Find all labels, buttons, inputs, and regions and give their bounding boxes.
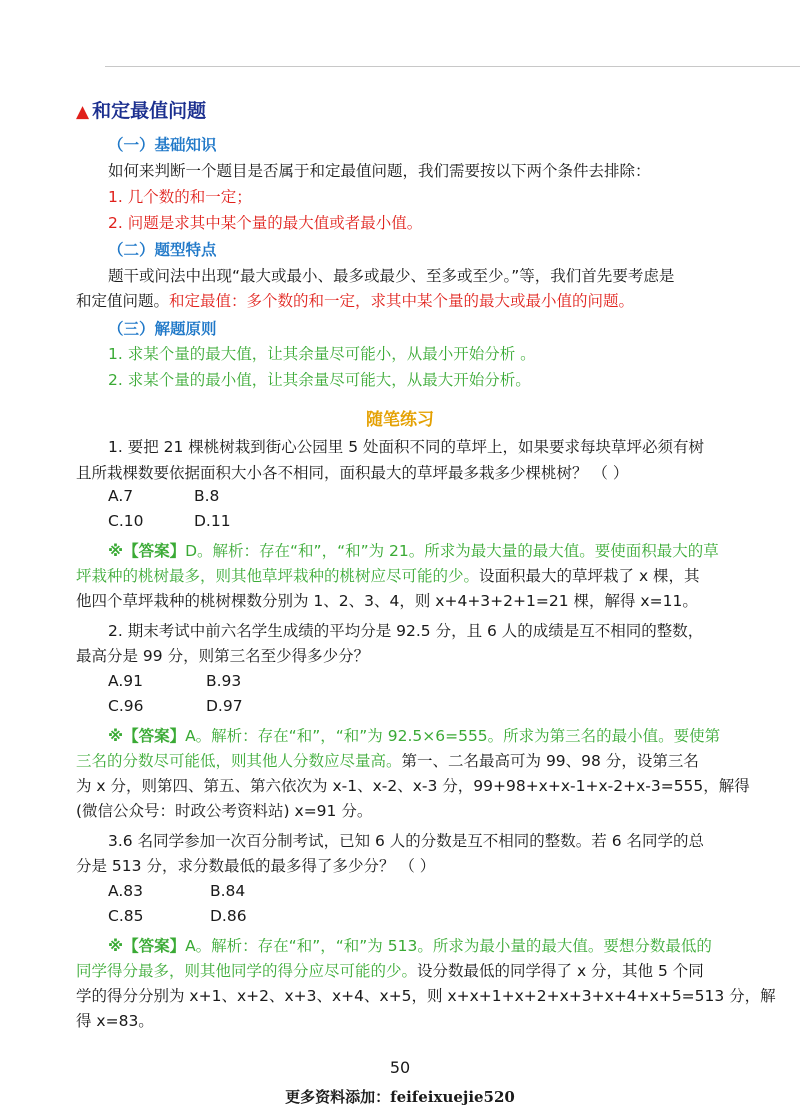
heading-question-features: （二）题型特点 bbox=[108, 241, 217, 259]
q3-line-1: 3.6 名同学参加一次百分制考试，已知 6 人的分数是互不相同的整数。若 6 名同学的总 bbox=[108, 832, 705, 850]
section-title-text: 和定最值问题 bbox=[92, 100, 207, 122]
q1-answer-label: ※【答案】 bbox=[108, 542, 186, 560]
q2-line-2: 最高分是 99 分，则第三名至少得多少分？ bbox=[76, 647, 370, 665]
q2-answer-line-1 bbox=[108, 722, 720, 750]
q1-answer-text-1: D。解析：存在“和”，“和”为 21。所求为最大量的最大值。要使面积最大的草 bbox=[185, 542, 719, 560]
q1-answer-text-2-black: 设面积最大的草坪栽了 x 棵，其 bbox=[479, 567, 700, 585]
q2-option-d: D.97 bbox=[206, 697, 243, 715]
q2-answer-label: ※【答案】 bbox=[108, 727, 186, 745]
q3-option-a: A.83 bbox=[108, 882, 143, 900]
q3-option-d: D.86 bbox=[210, 907, 247, 925]
practice-title: 随笔练习 bbox=[366, 410, 434, 430]
section-title bbox=[76, 96, 206, 123]
q3-option-c: C.85 bbox=[108, 907, 144, 925]
features-line-1: 题干或问法中出现“最大或最小、最多或最少、至多或至少。”等，我们首先要考虑是 bbox=[108, 267, 675, 285]
q3-option-b: B.84 bbox=[210, 882, 246, 900]
q1-option-a: A.7 bbox=[108, 487, 134, 505]
q3-answer-line-1 bbox=[108, 932, 712, 960]
q1-answer-text-2-green: 坪栽种的桃树最多，则其他草坪栽种的桃树应尽可能的少。 bbox=[76, 567, 480, 585]
q2-answer-line-3: 为 x 分，则第四、第五、第六依次为 x-1、x-2、x-3 分，99+98+x+x-1+x-2+x-3=555，解得 bbox=[76, 777, 750, 795]
q1-line-2: 且所栽棵数要依据面积大小各不相同，面积最大的草坪最多栽多少棵桃树？ （ ） bbox=[76, 464, 629, 482]
q3-answer-label: ※【答案】 bbox=[108, 937, 186, 955]
heading-basic-knowledge: （一）基础知识 bbox=[108, 136, 217, 154]
q3-answer-line-4: 得 x=83。 bbox=[76, 1012, 154, 1030]
q3-answer-text-1: A。解析：存在“和”，“和”为 513。所求为最小量的最大值。要想分数最低的 bbox=[185, 937, 712, 955]
q2-answer-text-2-green: 三名的分数尽可能低，则其他人分数应尽量高。 bbox=[76, 752, 402, 770]
intro-text: 如何来判断一个题目是否属于和定最值问题，我们需要按以下两个条件去排除： bbox=[108, 162, 651, 180]
features-line-2 bbox=[76, 287, 634, 315]
q3-line-2: 分是 513 分，求分数最低的最多得了多少分？ （ ） bbox=[76, 857, 436, 875]
q1-option-b: B.8 bbox=[194, 487, 220, 505]
q1-answer-line-2 bbox=[76, 562, 700, 590]
q3-answer-text-2-green: 同学得分最多，则其他同学的得分应尽可能的少。 bbox=[76, 962, 418, 980]
page-number: 50 bbox=[389, 1058, 411, 1077]
features-line-2-black: 和定值问题。 bbox=[76, 292, 170, 310]
q2-option-c: C.96 bbox=[108, 697, 144, 715]
q1-line-1: 1. 要把 21 棵桃树栽到街心公园里 5 处面积不同的草坪上，如果要求每块草坪必须有树 bbox=[108, 438, 705, 456]
q2-answer-line-4: (微信公众号：时政公考资料站) x=91 分。 bbox=[76, 802, 373, 820]
q1-option-d: D.11 bbox=[194, 512, 231, 530]
q2-answer-text-1: A。解析：存在“和”，“和”为 92.5×6=555。所求为第三名的最小值。要使第 bbox=[185, 727, 721, 745]
q1-answer-line-3: 他四个草坪栽种的桃树棵数分别为 1、2、3、4，则 x+4+3+2+1=21 棵，解得 x=11。 bbox=[76, 592, 698, 610]
heading-solving-principles: （三）解题原则 bbox=[108, 320, 217, 338]
q2-answer-text-2-black: 第一、二名最高可为 99、98 分，设第三名 bbox=[401, 752, 699, 770]
q3-answer-line-3: 学的得分分别为 x+1、x+2、x+3、x+4、x+5，则 x+x+1+x+2+x+3+x+4+x+5=513 分，解 bbox=[76, 987, 776, 1005]
triangle-icon: ▲ bbox=[76, 102, 90, 122]
condition-2: 2. 问题是求其中某个量的最大值或者最小值。 bbox=[108, 214, 423, 232]
footer-text: 更多资料添加：feifeixuejie520 bbox=[285, 1088, 515, 1106]
principle-2: 2. 求某个量的最小值，让其余量尽可能大，从最大开始分析。 bbox=[108, 371, 531, 389]
header-rule bbox=[105, 66, 800, 67]
q2-line-1: 2. 期末考试中前六名学生成绩的平均分是 92.5 分，且 6 人的成绩是互不相同的整数， bbox=[108, 622, 704, 640]
q2-option-b: B.93 bbox=[206, 672, 242, 690]
q1-answer-line-1 bbox=[108, 537, 719, 565]
q1-option-c: C.10 bbox=[108, 512, 144, 530]
q2-option-a: A.91 bbox=[108, 672, 143, 690]
features-line-2-red: 和定最值：多个数的和一定，求其中某个量的最大或最小值的问题。 bbox=[169, 292, 635, 310]
q3-answer-line-2 bbox=[76, 957, 704, 985]
principle-1: 1. 求某个量的最大值，让其余量尽可能小，从最小开始分析 。 bbox=[108, 345, 536, 363]
q3-answer-text-2-black: 设分数最低的同学得了 x 分，其他 5 个同 bbox=[417, 962, 704, 980]
condition-1: 1. 几个数的和一定； bbox=[108, 188, 252, 206]
q2-answer-line-2 bbox=[76, 747, 699, 775]
